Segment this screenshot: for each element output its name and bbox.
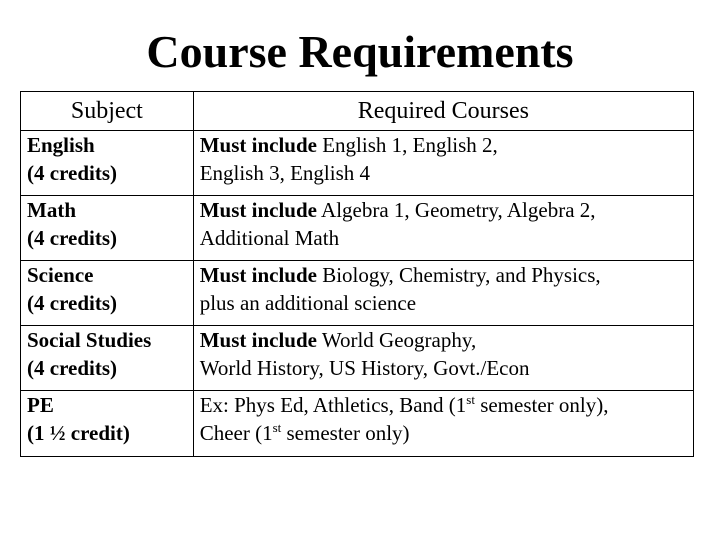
subject-name: PE <box>27 393 54 417</box>
must-include-label: Must include <box>199 263 317 287</box>
table-row <box>21 326 694 391</box>
subject-cell <box>21 326 194 391</box>
courses-cell <box>193 326 693 391</box>
subject-cell <box>21 261 194 326</box>
subject-cell <box>21 131 194 196</box>
subject-credits: (1 ½ credit) <box>27 421 130 445</box>
ordinal-suffix: st <box>272 420 282 435</box>
subject-name: Social Studies <box>27 328 152 352</box>
table-row <box>21 131 694 196</box>
requirements-table <box>20 91 694 457</box>
courses-text: semester only), <box>474 393 609 417</box>
courses-text: English 3, English 4 <box>199 161 371 185</box>
subject-credits: (4 credits) <box>27 291 117 315</box>
subject-name: English <box>27 133 95 157</box>
subject-credits: (4 credits) <box>27 226 117 250</box>
subject-name: Math <box>27 198 76 222</box>
table-row <box>21 261 694 326</box>
courses-text: Cheer (1 <box>199 421 273 445</box>
ordinal-suffix: st <box>466 392 475 407</box>
header-subject: Subject <box>21 92 194 131</box>
must-include-label: Must include <box>199 328 317 352</box>
table-row <box>21 391 694 457</box>
courses-text: Additional Math <box>199 226 340 250</box>
must-include-label: Must include <box>199 198 317 222</box>
courses-text: World History, US History, Govt./Econ <box>199 356 530 380</box>
table-row <box>21 196 694 261</box>
subject-credits: (4 credits) <box>27 161 117 185</box>
table-header-row <box>21 92 694 131</box>
courses-text: Biology, Chemistry, and Physics, <box>316 263 601 287</box>
header-required-courses: Required Courses <box>193 92 693 131</box>
subject-cell <box>21 196 194 261</box>
courses-text: plus an additional science <box>199 291 417 315</box>
courses-text: Ex: Phys Ed, Athletics, Band (1 <box>199 393 467 417</box>
courses-text: World Geography, <box>316 328 477 352</box>
subject-name: Science <box>27 263 94 287</box>
courses-text: Algebra 1, Geometry, Algebra 2, <box>316 198 596 222</box>
subject-credits: (4 credits) <box>27 356 117 380</box>
courses-text: semester only) <box>281 421 410 445</box>
courses-cell <box>193 131 693 196</box>
courses-cell <box>193 391 693 457</box>
courses-cell <box>193 261 693 326</box>
page-title: Course Requirements <box>146 26 574 77</box>
subject-cell <box>21 391 194 457</box>
courses-cell <box>193 196 693 261</box>
courses-text: English 1, English 2, <box>316 133 498 157</box>
must-include-label: Must include <box>199 133 317 157</box>
